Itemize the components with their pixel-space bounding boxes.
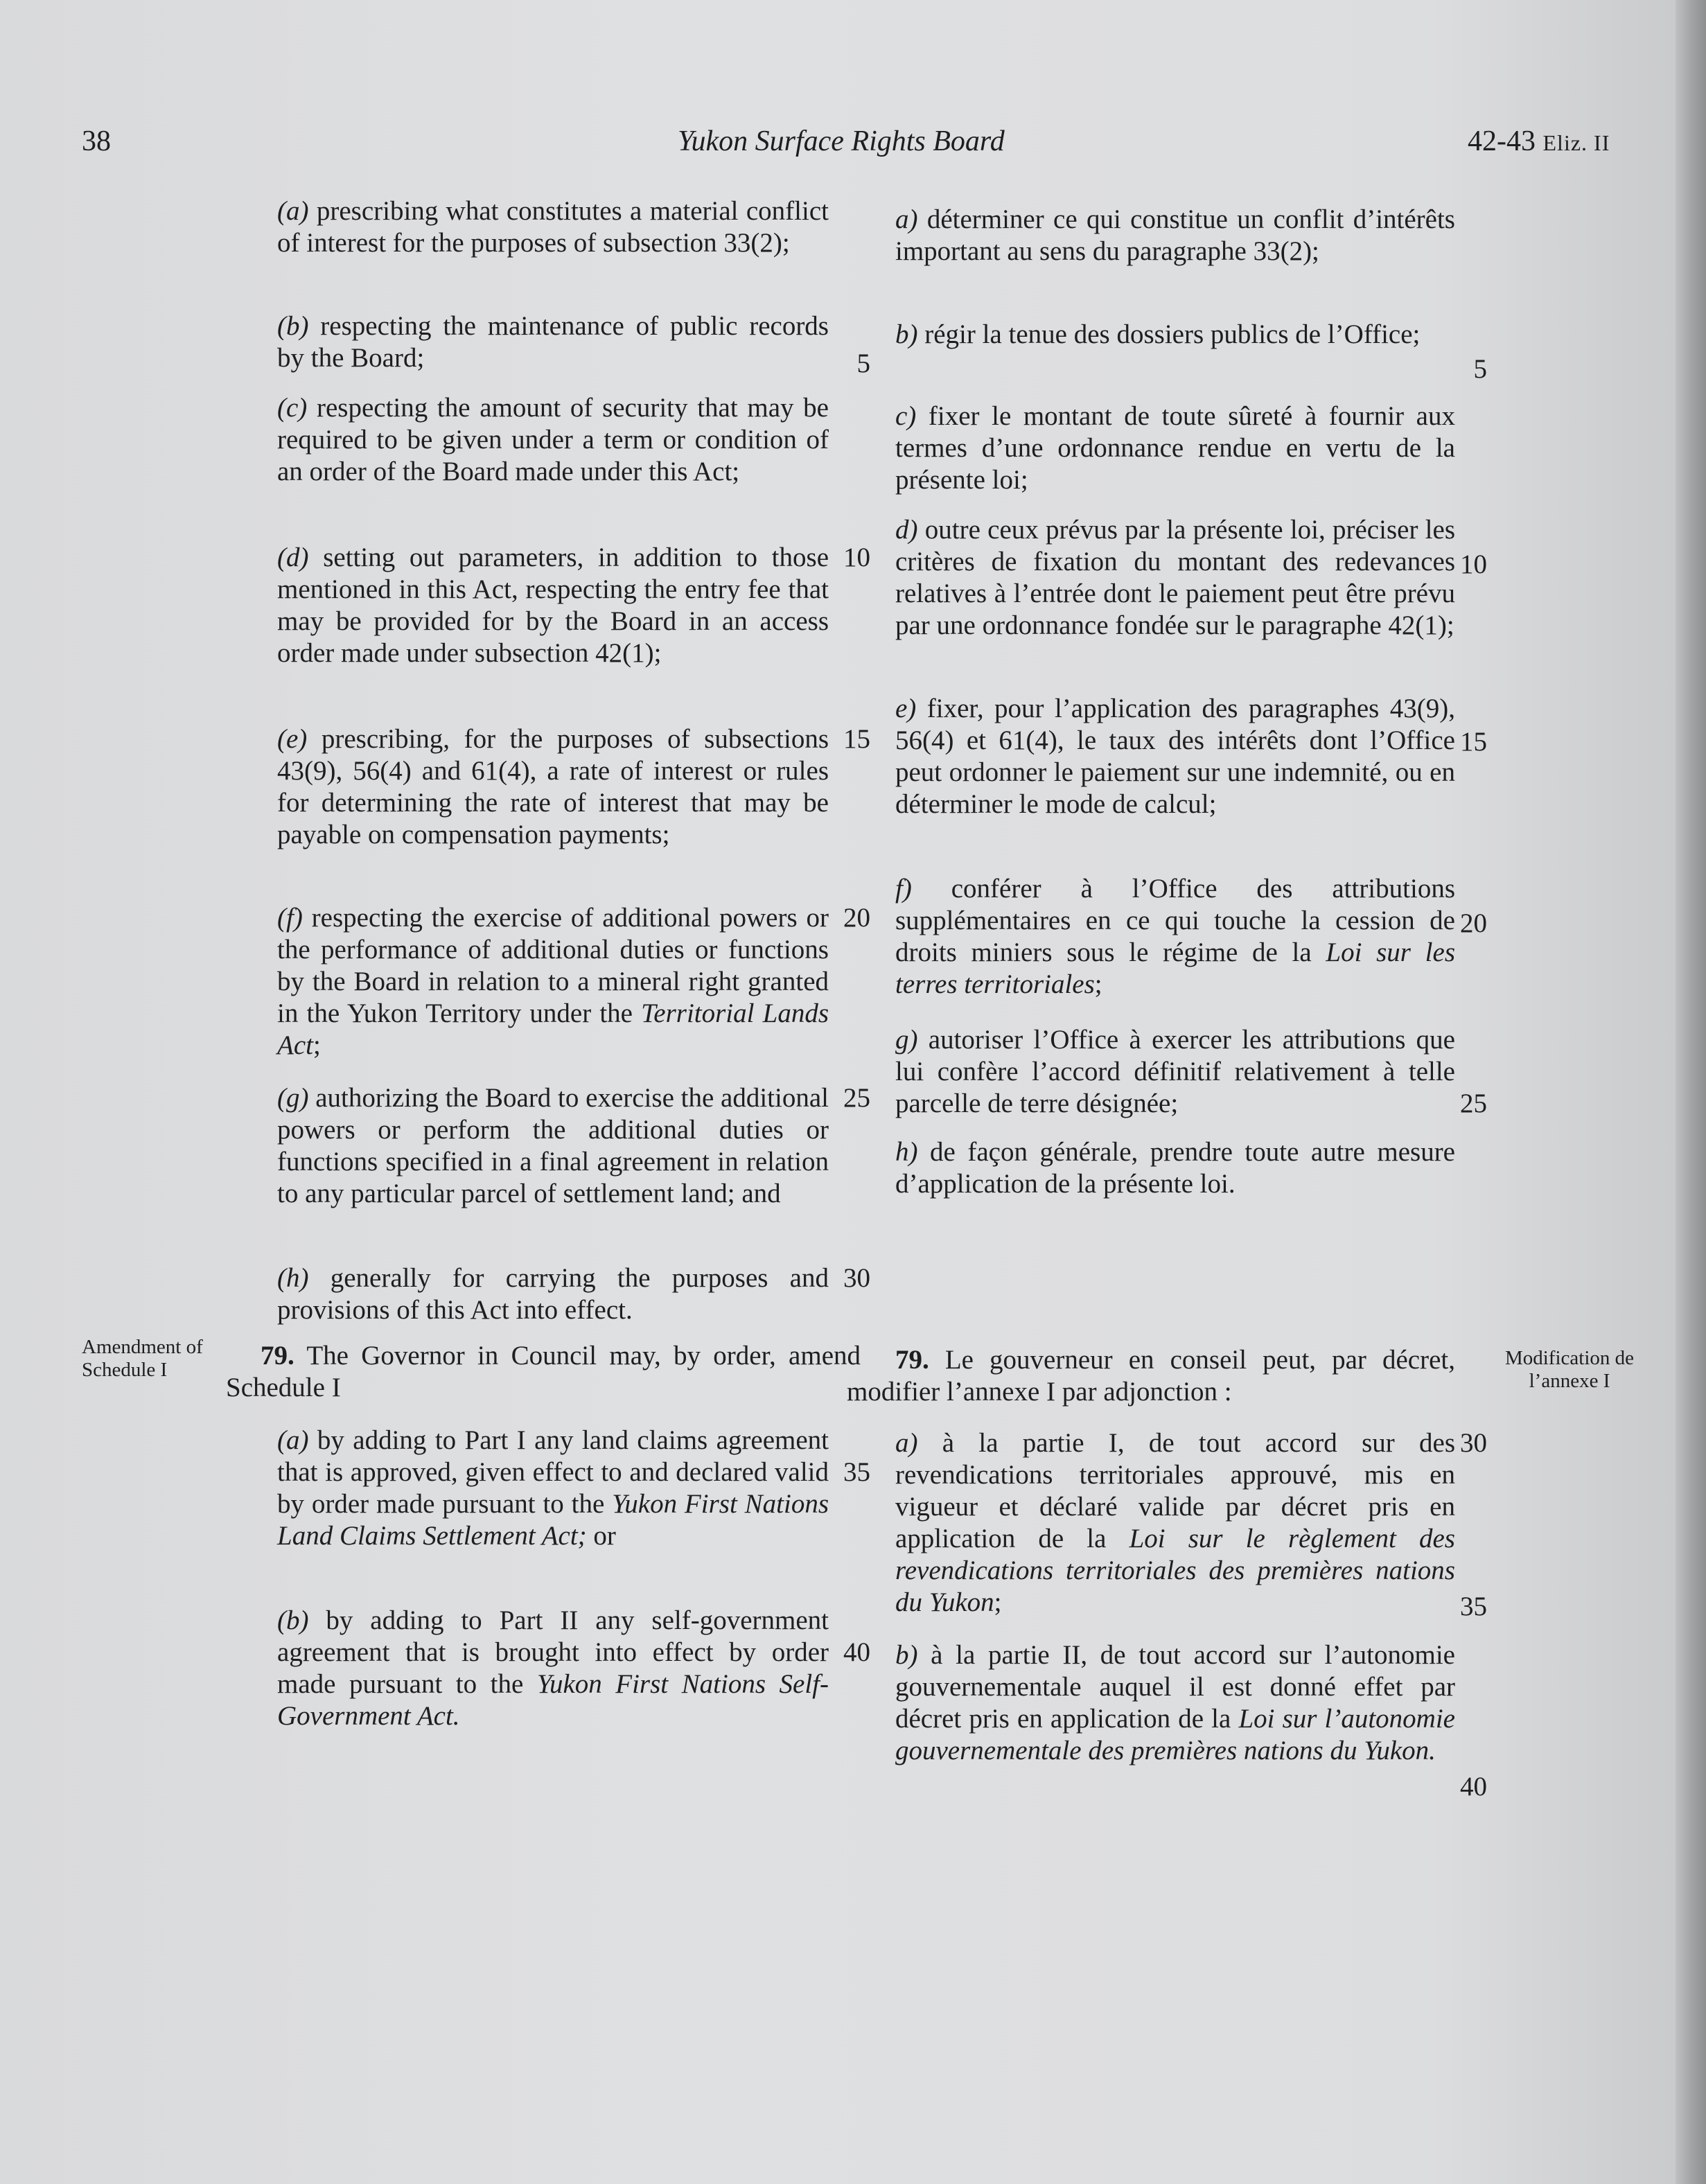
english-paragraph-e: (e) prescribing, for the purposes of subsections 43(9), 56(4) and 61(4), a rate of interest or rules for determining the rate of interest that may be payable on compensation payments; [277, 724, 829, 849]
english-paragraph-a: (a) prescribing what constitutes a material conflict of interest for the purposes of subsection 33(2); [277, 196, 829, 258]
english-line-number: 15 [843, 724, 870, 754]
french-line-number: 15 [1460, 727, 1487, 757]
english-section-79-b: (b) by adding to Part II any self-government agreement that is brought into effect by order made pursuant to the Yukon First Nations Self-Government Act. [277, 1605, 829, 1731]
english-line-number: 10 [843, 543, 870, 572]
french-paragraph-f: f) conférer à l’Office des attributions supplémentaires en ce qui touche la cession de droits miniers sous le régime de la Loi sur les terres territoriales; [895, 874, 1455, 999]
french-paragraph-c: c) fixer le montant de toute sûreté à fournir aux termes d’une ordonnance rendue en vertu de la présente loi; [895, 401, 1455, 495]
french-paragraph-g: g) autoriser l’Office à exercer les attributions que lui confère l’accord définitif relativement à telle parcelle de terre désignée; [895, 1025, 1455, 1118]
french-section-79-b: b) à la partie II, de tout accord sur l’autonomie gouvernementale auquel il est donné effet par décret pris en application de la Loi sur l’autonomie gouvernementale des premières nations du Yukon. [895, 1640, 1455, 1765]
page-number: 38 [82, 125, 111, 157]
french-line-number: 10 [1460, 549, 1487, 579]
french-paragraph-b: b) régir la tenue des dossiers publics de l’Office; [895, 319, 1421, 349]
regnal-year-number: 42-43 [1468, 125, 1536, 157]
french-paragraph-h: h) de façon générale, prendre toute autre mesure d’application de la présente loi. [895, 1137, 1455, 1199]
french-section-79-a: a) à la partie I, de tout accord sur des revendications territoriales approuvé, mis en vigueur et déclaré valide par décret pris en application de la Loi sur le règlement des revendications territoriales des premières nations du Yukon; [895, 1428, 1455, 1617]
french-line-number: 5 [1473, 354, 1487, 384]
english-section-79-a: (a) by adding to Part I any land claims agreement that is approved, given effect to and declared valid by order made pursuant to the Yukon First Nations Land Claims Settlement Act; or [277, 1425, 829, 1551]
french-line-number: 30 [1460, 1428, 1487, 1458]
french-line-number: 20 [1460, 908, 1487, 938]
english-line-number: 40 [843, 1637, 870, 1667]
english-paragraph-d: (d) setting out parameters, in addition to those mentioned in this Act, respecting the entry fee that may be provided for by the Board in an access order made under subsection 42(1); [277, 543, 829, 668]
french-line-number: 40 [1460, 1772, 1487, 1802]
french-paragraph-a: a) déterminer ce qui constitue un conflit d’intérêts important au sens du paragraphe 33(2); [895, 204, 1455, 266]
page-edge [1676, 0, 1706, 2184]
regnal-year-abbrev: Eliz. II [1542, 130, 1610, 155]
margin-note-modification: Modification de l’annexe I [1504, 1347, 1635, 1392]
french-line-number: 25 [1460, 1089, 1487, 1118]
english-paragraph-c: (c) respecting the amount of security that may be required to be given under a term or condition of an order of the Board made under this Act; [277, 393, 829, 486]
regnal-year [1468, 123, 1610, 161]
english-paragraph-f: (f) respecting the exercise of additional powers or the performance of additional duties or functions by the Board in relation to a mineral right granted in the Yukon Territory under the Territorial Lands Act; [277, 903, 829, 1060]
english-paragraph-h: (h) generally for carrying the purposes and provisions of this Act into effect. [277, 1263, 829, 1325]
english-line-number: 25 [843, 1083, 870, 1113]
english-section-79-intro: 79. The Governor in Council may, by order, amend Schedule I [226, 1341, 861, 1402]
english-paragraph-b: (b) respecting the maintenance of public records by the Board; [277, 311, 829, 373]
english-line-number: 30 [843, 1263, 870, 1293]
french-line-number: 35 [1460, 1592, 1487, 1621]
margin-note-amendment: Amendment of Schedule I [82, 1336, 203, 1381]
english-line-number: 35 [843, 1457, 870, 1487]
english-paragraph-g: (g) authorizing the Board to exercise the additional powers or perform the additional duties or functions specified in a final agreement in relation to any particular parcel of settlement land; and [277, 1083, 829, 1208]
french-section-79-intro: 79. Le gouverneur en conseil peut, par décret, modifier l’annexe I par adjonction : [847, 1345, 1455, 1407]
french-paragraph-e: e) fixer, pour l’application des paragraphes 43(9), 56(4) et 61(4), le taux des intérêts dont l’Office peut ordonner le paiement sur une indemnité, ou en déterminer le mode de calcul; [895, 694, 1455, 819]
french-paragraph-d: d) outre ceux prévus par la présente loi, préciser les critères de fixation du montant des redevances relatives à l’entrée dont le paiement peut être prévu par une ordonnance fondée sur le paragraphe 42(1); [895, 515, 1455, 640]
running-title: Yukon Surface Rights Board [678, 125, 1005, 157]
english-line-number: 5 [856, 349, 870, 378]
english-line-number: 20 [843, 903, 870, 933]
